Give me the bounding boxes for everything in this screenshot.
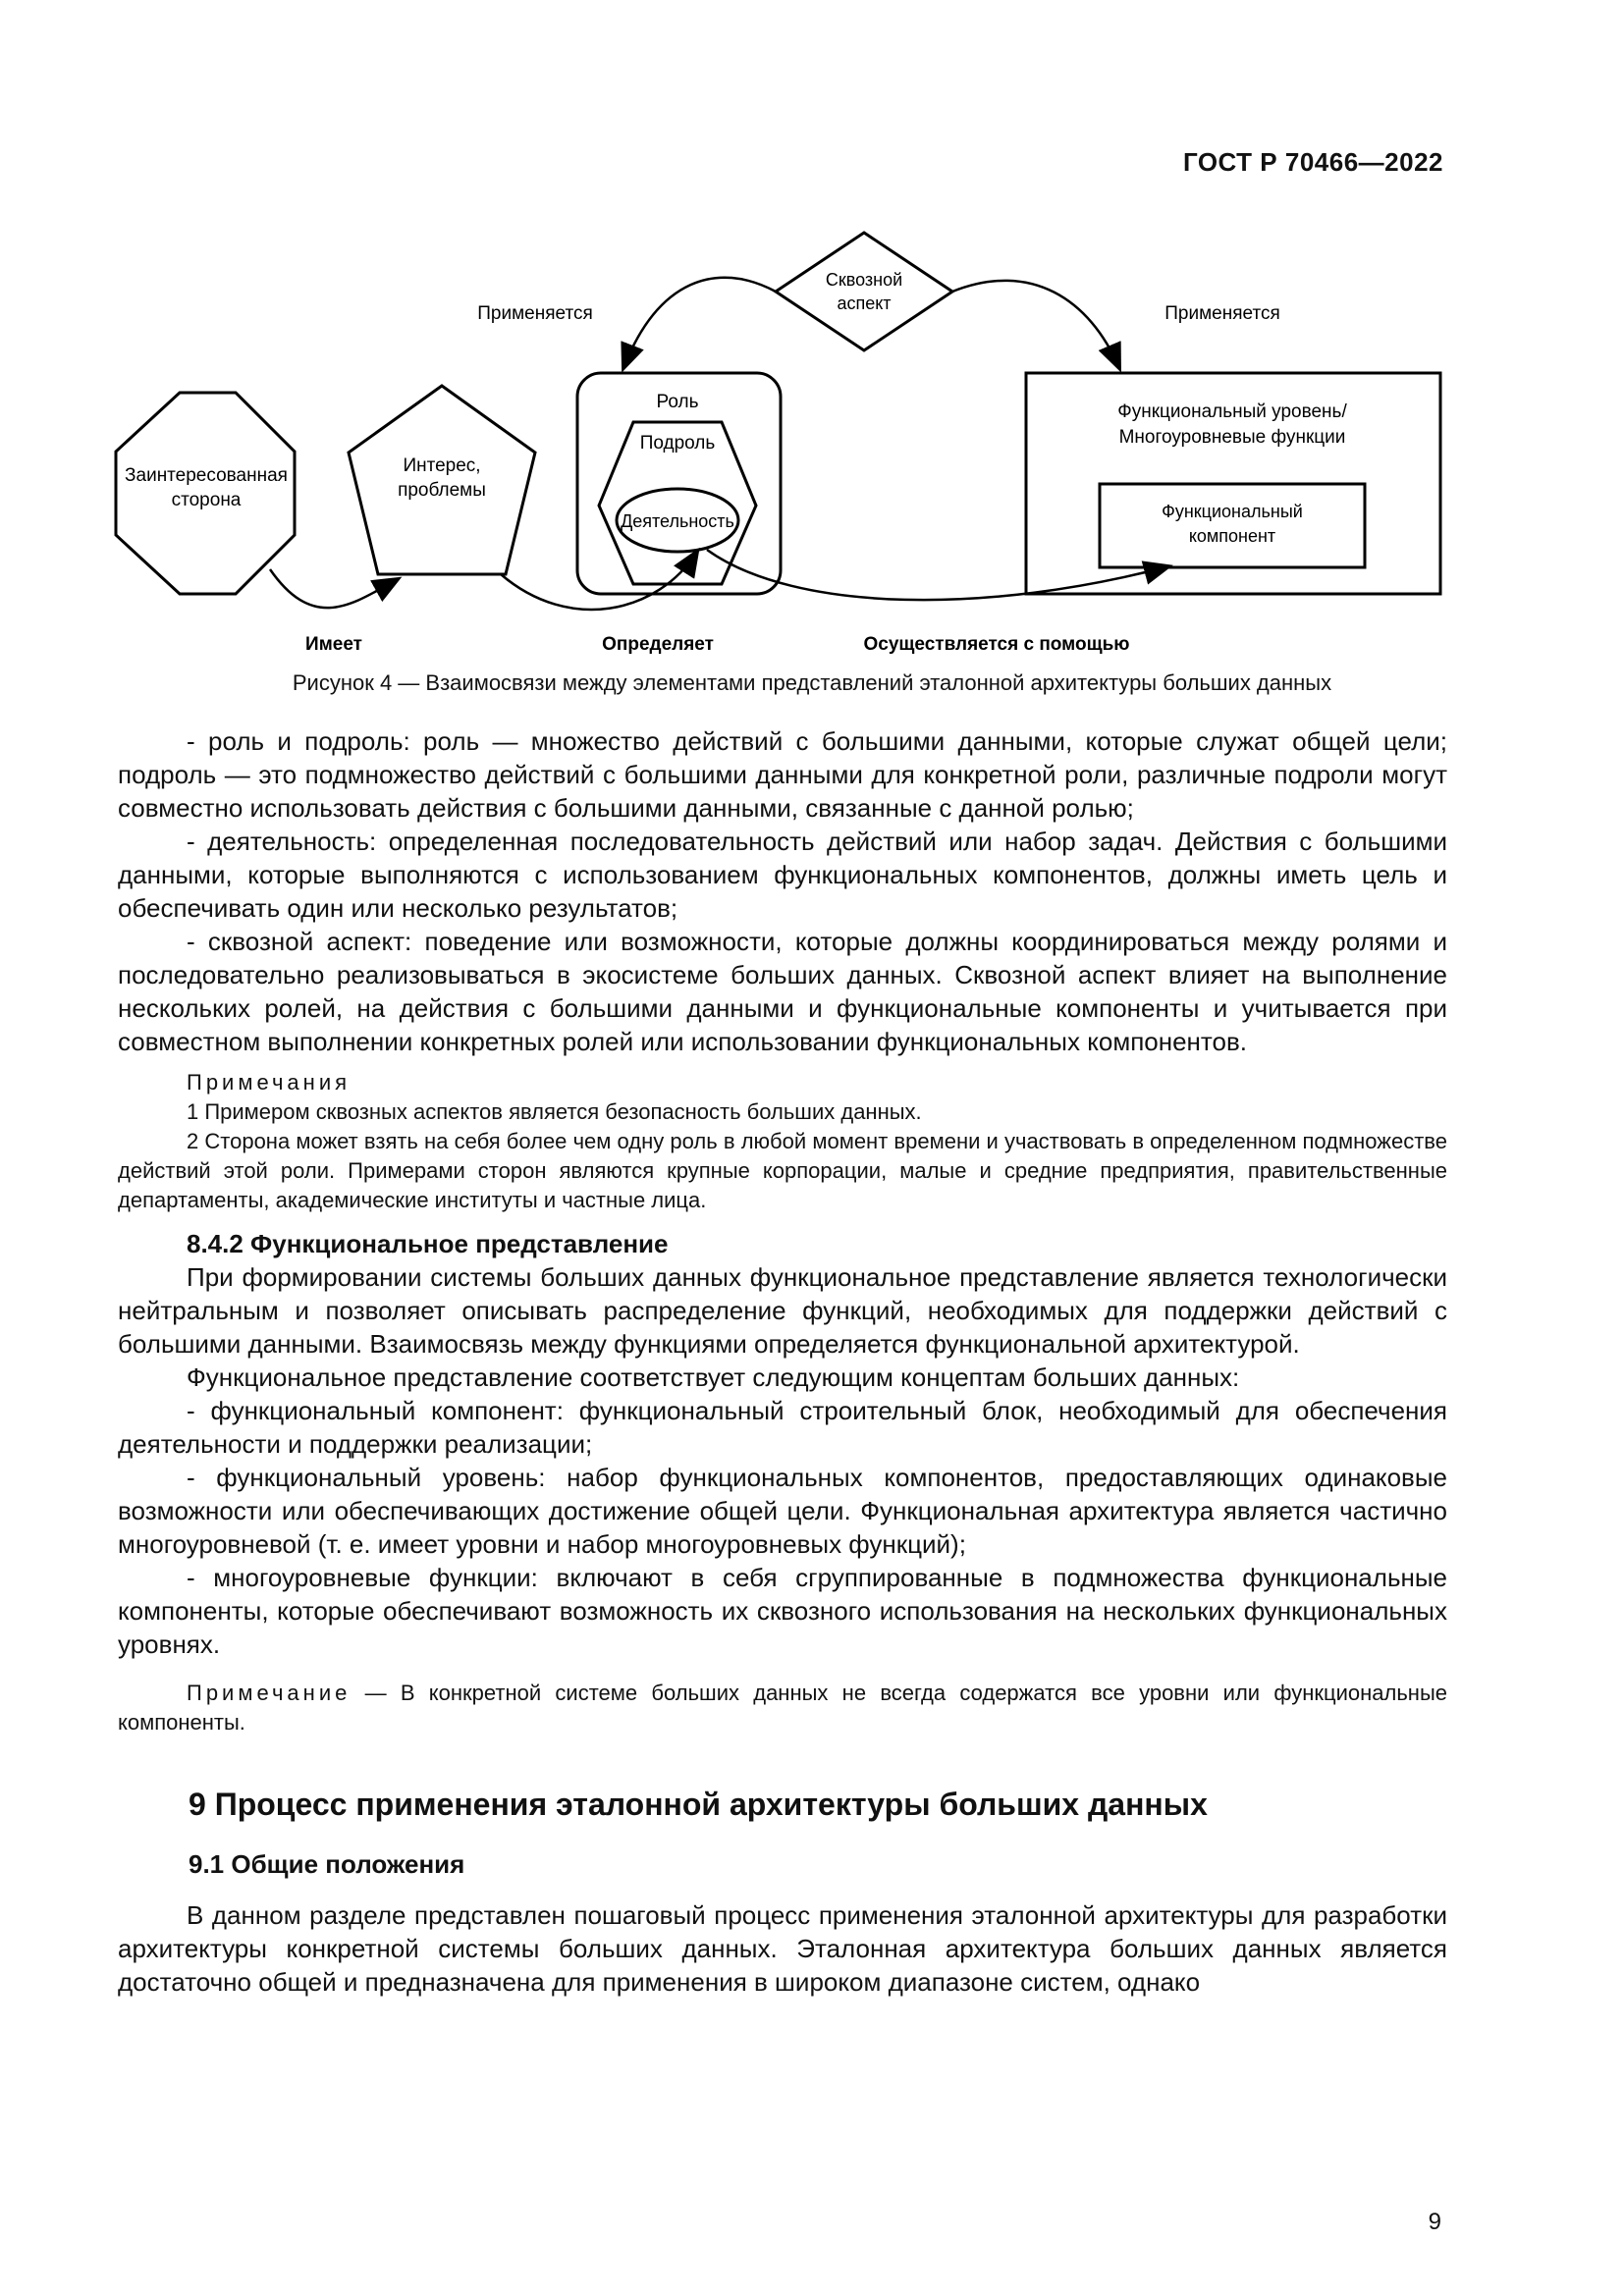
applied-right-label: Применяется (1164, 303, 1280, 324)
section-842-paragraph-3: - функциональный компонент: функциональный строительный блок, необходимый для обеспечения деятельности и поддержки реализации; (118, 1396, 1447, 1459)
section-842-paragraph-5: - многоуровневые функции: включают в себя сгруппированные в подмножества функциональные компоненты, которые обеспечивают возможность их сквозного использования на нескольких функциональных уровнях. (118, 1563, 1447, 1659)
paragraph-role: - роль и подроль: роль — множество действий с большими данными, которые служат общей цели; подроль — это подмножество действий с большими данными для конкретной роли, различные подроли могут совместно использовать действия с большими данными, связанные с данной ролью; (118, 726, 1447, 823)
section-842-heading: 8.4.2 Функциональное представление (187, 1229, 669, 1258)
note-label: Примечание (187, 1681, 352, 1705)
section-842-paragraph-1: При формировании системы больших данных функциональное представление является технологически нейтральным и позволяет описывать распределение функций, необходимых для поддержки действий с большими данными. Взаимосвязь между функциями определяется функциональной архитектурой. (118, 1262, 1447, 1359)
notes-block (118, 1068, 1447, 1215)
section-842-paragraph-4: - функциональный уровень: набор функциональных компонентов, предоставляющих одинаковые возможности или обеспечивающих достижение общей цели. Функциональная архитектура является частично многоуровневой (т. е. имеет уровни и набор многоуровневых функций); (118, 1463, 1447, 1559)
figure-caption: Рисунок 4 — Взаимосвязи между элементами представлений эталонной архитектуры больших данных (292, 670, 1332, 695)
document-code: ГОСТ Р 70466—2022 (1182, 147, 1443, 177)
relationship-diagram (108, 221, 1463, 672)
defines-label: Определяет (602, 634, 714, 655)
cross-aspect-label-2: аспект (837, 294, 892, 313)
functional-component-label-2: компонент (1188, 526, 1276, 546)
figure-4-diagram (108, 221, 1463, 672)
cross-aspect-label-1: Сквозной (825, 270, 903, 290)
applied-right-connector (952, 281, 1119, 368)
section-842-paragraph-2: Функциональное представление соответствует следующим концептам больших данных: (187, 1362, 1240, 1392)
section-9-1-heading: 9.1 Общие положения (189, 1849, 465, 1879)
paragraph-activity: - деятельность: определенная последовательность действий или набор задач. Действия с большими данными, которые выполняются с использованием функциональных компонентов, должны иметь цель и обеспечивать один или несколько результатов; (118, 827, 1447, 923)
subrole-label: Подроль (639, 433, 716, 454)
functional-layer-label-2: Многоуровневые функции (1118, 427, 1346, 448)
document-body (118, 724, 1447, 1999)
stakeholder-label-1: Заинтересованная (125, 465, 288, 486)
cross-aspect-diamond (776, 233, 952, 350)
role-label: Роль (656, 392, 699, 412)
interest-label-1: Интерес, (403, 455, 481, 476)
page-number: 9 (1428, 2209, 1441, 2235)
applied-left-connector (623, 278, 776, 368)
interest-label-2: проблемы (398, 480, 486, 501)
applied-left-label: Применяется (477, 303, 593, 324)
has-label: Имеет (305, 634, 362, 655)
activity-label: Деятельность (621, 511, 734, 531)
performed-with-label: Осуществляется с помощью (863, 634, 1130, 655)
functional-layer-label-1: Функциональный уровень/ (1117, 401, 1347, 422)
note-item-2: 2 Сторона может взять на себя более чем одну роль в любой момент времени и участвовать в определенном подмножестве действий этой роли. Примерами сторон являются крупные корпорации, малые и средние предприятия, правительственные департаменты, академические институты и частные лица. (118, 1129, 1447, 1212)
section-9-1-paragraph: В данном разделе представлен пошаговый процесс применения эталонной архитектуры для разработки архитектуры конкретной системы больших данных. Эталонная архитектура больших данных является достаточно общей и предназначена для применения в широком диапазоне систем, однако (118, 1900, 1447, 1997)
section-9-heading: 9 Процесс применения эталонной архитектуры больших данных (189, 1787, 1208, 1822)
section-842-note (118, 1679, 1447, 1737)
note-item-1: 1 Примером сквозных аспектов является безопасность больших данных. (187, 1099, 922, 1124)
functional-component-label-1: Функциональный (1162, 502, 1303, 521)
stakeholder-label-2: сторона (171, 490, 242, 510)
paragraph-cross-aspect: - сквозной аспект: поведение или возможности, которые должны координироваться между ролями и последовательно реализовываться в экосистеме больших данных. Сквозной аспект влияет на выполнение нескольких ролей, на действия с большими данными и функциональные компоненты и учитывается при совместном выполнении конкретных ролей или использовании функциональных компонентов. (118, 927, 1447, 1056)
notes-title: Примечания (187, 1070, 352, 1095)
note-text: — В конкретной системе больших данных не всегда содержатся все уровни или функциональные компоненты. (118, 1681, 1447, 1735)
